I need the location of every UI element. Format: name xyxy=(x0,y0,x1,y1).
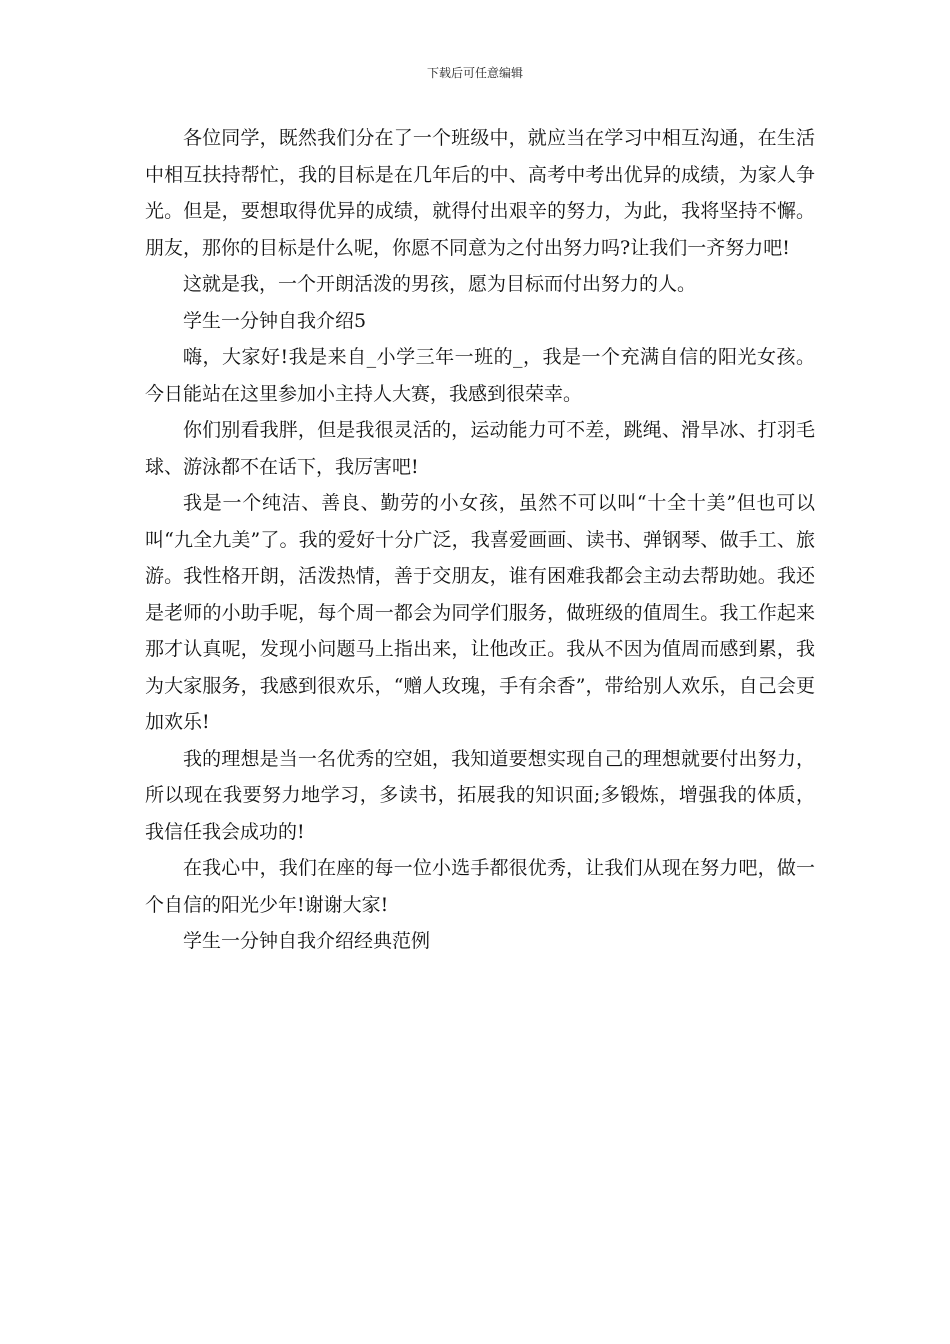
page-header: 下载后可任意编辑 xyxy=(426,66,523,80)
paragraph-summary: 这就是我，一个开朗活泼的男孩，愿为目标而付出努力的人。 xyxy=(183,273,697,295)
section-heading-examples: 学生一分钟自我介绍经典范例 xyxy=(183,930,431,952)
paragraph-greeting: 嗨，大家好!我是来自_小学三年一班的_，我是一个充满自信的阳光女孩。今日能站在这里参加小主持人大赛，我感到很荣幸。 xyxy=(145,346,815,405)
paragraph-goal: 各位同学，既然我们分在了一个班级中，就应当在学习中相互沟通，在生活中相互扶持帮忙，我的目标是在几年后的中、高考中考出优异的成绩，为家人争光。但是，要想取得优异的成绩，就得付出艰辛的努力，为此，我将坚持不懈。朋友，那你的目标是什么呢，你愿不同意为之付出努力吗?让我们一齐努力吧! xyxy=(145,127,815,259)
paragraph-closing: 在我心中，我们在座的每一位小选手都很优秀，让我们从现在努力吧，做一个自信的阳光少年!谢谢大家! xyxy=(145,857,815,916)
paragraph-dream: 我的理想是当一名优秀的空姐，我知道要想实现自己的理想就要付出努力，所以现在我要努力地学习，多读书，拓展我的知识面;多锻炼，增强我的体质，我信任我会成功的! xyxy=(145,747,815,843)
paragraph-sports: 你们别看我胖，但是我很灵活的，运动能力可不差，跳绳、滑旱冰、打羽毛球、游泳都不在话下，我厉害吧! xyxy=(145,419,815,478)
section-heading-5: 学生一分钟自我介绍5 xyxy=(183,309,367,332)
document-body xyxy=(145,120,815,960)
paragraph-character: 我是一个纯洁、善良、勤劳的小女孩，虽然不可以叫“十全十美”但也可以叫“九全九美”了。我的爱好十分广泛，我喜爱画画、读书、弹钢琴、做手工、旅游。我性格开朗，活泼热情，善于交朋友，谁有困难我都会主动去帮助她。我还是老师的小助手呢，每个周一都会为同学们服务，做班级的值周生。我工作起来那才认真呢，发现小问题马上指出来，让他改正。我从不因为值周而感到累，我为大家服务，我感到很欢乐，“赠人玫瑰，手有余香”，带给别人欢乐，自己会更加欢乐! xyxy=(145,492,815,733)
